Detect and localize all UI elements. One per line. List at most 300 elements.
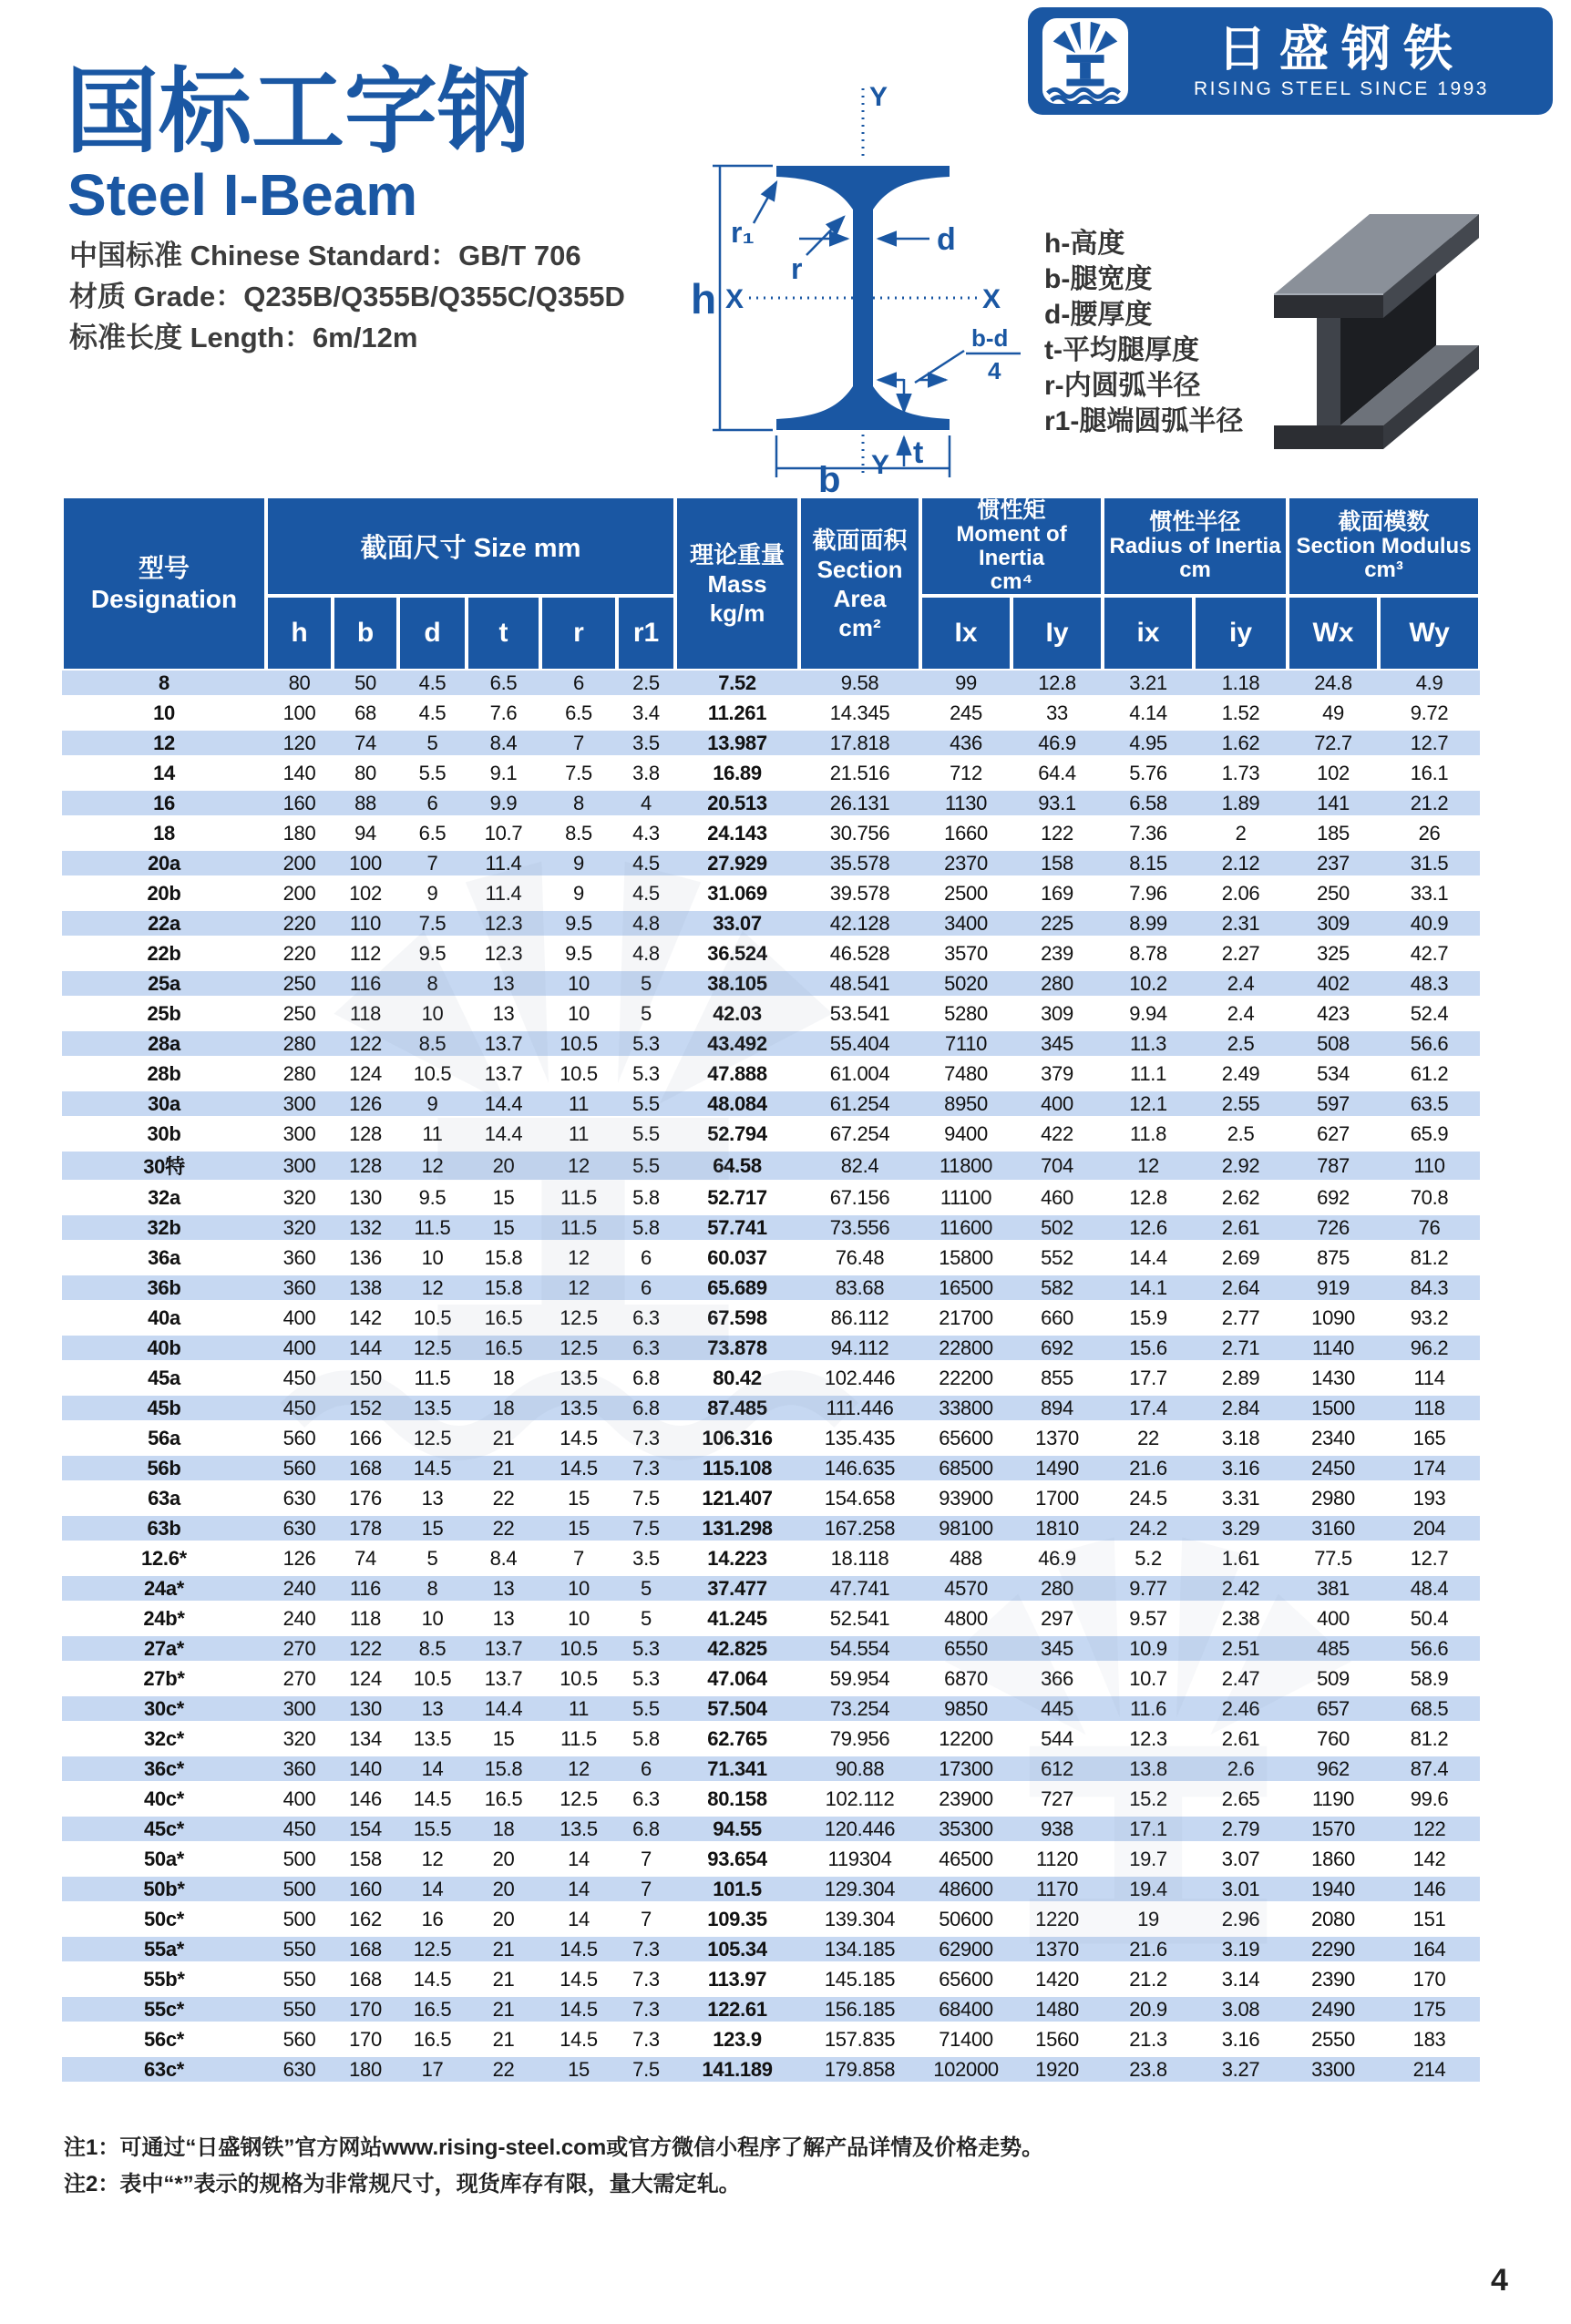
value-cell: 1120: [1011, 1847, 1103, 1877]
value-cell: 6.5: [467, 671, 540, 701]
value-cell: 239: [1011, 941, 1103, 971]
legend-item-r: r-内圆弧半径: [1044, 371, 1201, 401]
value-cell: 5.5: [617, 1696, 675, 1726]
value-cell: 630: [266, 2057, 333, 2087]
value-cell: 80.158: [675, 1787, 799, 1817]
table-row: [62, 701, 1480, 731]
value-cell: 1.61: [1194, 1546, 1288, 1576]
value-cell: 2.96: [1194, 1907, 1288, 1937]
value-cell: 12.5: [398, 1937, 467, 1967]
value-cell: 320: [266, 1726, 333, 1756]
value-cell: 160: [266, 791, 333, 821]
designation-cell: 30b: [62, 1121, 266, 1152]
value-cell: 309: [1011, 1001, 1103, 1031]
value-cell: 8.5: [398, 1636, 467, 1666]
designation-cell: 56a: [62, 1426, 266, 1456]
value-cell: 33.1: [1379, 881, 1480, 911]
value-cell: 79.956: [799, 1726, 920, 1756]
value-cell: 560: [266, 2027, 333, 2057]
value-cell: 76: [1379, 1215, 1480, 1245]
product-specs: [69, 235, 625, 358]
table-row: [62, 1756, 1480, 1787]
value-cell: 2.79: [1194, 1817, 1288, 1847]
value-cell: 2.31: [1194, 911, 1288, 941]
value-cell: 5.3: [617, 1666, 675, 1696]
value-cell: 2390: [1288, 1967, 1379, 1997]
value-cell: 7.5: [617, 1486, 675, 1516]
value-cell: 13.5: [398, 1726, 467, 1756]
value-cell: 692: [1288, 1185, 1379, 1215]
value-cell: 9.1: [467, 761, 540, 791]
value-cell: 3.8: [617, 761, 675, 791]
value-cell: 118: [333, 1606, 398, 1636]
value-cell: 12.5: [398, 1426, 467, 1456]
value-cell: 14.5: [540, 1426, 617, 1456]
value-cell: 146: [333, 1787, 398, 1817]
value-cell: 15: [398, 1516, 467, 1546]
value-cell: 11: [540, 1091, 617, 1121]
value-cell: 4.5: [617, 881, 675, 911]
value-cell: 49: [1288, 701, 1379, 731]
value-cell: 82.4: [799, 1152, 920, 1185]
value-cell: 115.108: [675, 1456, 799, 1486]
value-cell: 7.3: [617, 2027, 675, 2057]
value-cell: 48.3: [1379, 971, 1480, 1001]
value-cell: 52.4: [1379, 1001, 1480, 1031]
designation-cell: 8: [62, 671, 266, 701]
designation-cell: 55b*: [62, 1967, 266, 1997]
value-cell: 2370: [920, 851, 1011, 881]
value-cell: 500: [266, 1907, 333, 1937]
value-cell: 120: [266, 731, 333, 761]
value-cell: 10.5: [540, 1031, 617, 1061]
value-cell: 180: [266, 821, 333, 851]
value-cell: 4.5: [617, 851, 675, 881]
value-cell: 3.16: [1194, 1456, 1288, 1486]
value-cell: 7.3: [617, 1967, 675, 1997]
value-cell: 13.5: [540, 1366, 617, 1396]
value-cell: 11.4: [467, 851, 540, 881]
value-cell: 2.38: [1194, 1606, 1288, 1636]
value-cell: 423: [1288, 1001, 1379, 1031]
value-cell: 8.5: [540, 821, 617, 851]
value-cell: 630: [266, 1486, 333, 1516]
value-cell: 71.341: [675, 1756, 799, 1787]
designation-cell: 55c*: [62, 1997, 266, 2027]
value-cell: 102: [1288, 761, 1379, 791]
table-row: [62, 731, 1480, 761]
value-cell: 1500: [1288, 1396, 1379, 1426]
value-cell: 10.5: [540, 1666, 617, 1696]
value-cell: 400: [266, 1305, 333, 1336]
value-cell: 9: [540, 851, 617, 881]
value-cell: 2.51: [1194, 1636, 1288, 1666]
value-cell: 6550: [920, 1636, 1011, 1666]
value-cell: 39.578: [799, 881, 920, 911]
value-cell: 46500: [920, 1847, 1011, 1877]
value-cell: 366: [1011, 1666, 1103, 1696]
value-cell: 47.064: [675, 1666, 799, 1696]
col-group-inertia: 惯性矩 Moment of Inertia cm⁴: [920, 497, 1103, 596]
value-cell: 7: [398, 851, 467, 881]
value-cell: 1.62: [1194, 731, 1288, 761]
value-cell: 102: [333, 881, 398, 911]
value-cell: 124: [333, 1061, 398, 1091]
value-cell: 14.5: [398, 1967, 467, 1997]
table-row: [62, 1726, 1480, 1756]
value-cell: 787: [1288, 1152, 1379, 1185]
value-cell: 3.5: [617, 731, 675, 761]
value-cell: 164: [1379, 1937, 1480, 1967]
value-cell: 16.89: [675, 761, 799, 791]
value-cell: 102.446: [799, 1366, 920, 1396]
value-cell: 109.35: [675, 1907, 799, 1937]
dim-label-r1: r₁: [731, 216, 755, 249]
designation-cell: 45a: [62, 1366, 266, 1396]
value-cell: 6: [398, 791, 467, 821]
value-cell: 116: [333, 971, 398, 1001]
value-cell: 18: [467, 1396, 540, 1426]
value-cell: 225: [1011, 911, 1103, 941]
value-cell: 5: [398, 731, 467, 761]
value-cell: 179.858: [799, 2057, 920, 2087]
table-row: [62, 1185, 1480, 1215]
value-cell: 9850: [920, 1696, 1011, 1726]
value-cell: 26: [1379, 821, 1480, 851]
value-cell: 3.21: [1103, 671, 1194, 701]
value-cell: 15.2: [1103, 1787, 1194, 1817]
value-cell: 23900: [920, 1787, 1011, 1817]
designation-cell: 22a: [62, 911, 266, 941]
value-cell: 297: [1011, 1606, 1103, 1636]
value-cell: 508: [1288, 1031, 1379, 1061]
value-cell: 122: [333, 1031, 398, 1061]
value-cell: 875: [1288, 1245, 1379, 1275]
value-cell: 42.825: [675, 1636, 799, 1666]
value-cell: 7110: [920, 1031, 1011, 1061]
value-cell: 1940: [1288, 1877, 1379, 1907]
value-cell: 280: [266, 1031, 333, 1061]
value-cell: 14: [540, 1877, 617, 1907]
value-cell: 73.556: [799, 1215, 920, 1245]
value-cell: 21: [467, 1937, 540, 1967]
value-cell: 12.7: [1379, 731, 1480, 761]
table-row: [62, 1486, 1480, 1516]
value-cell: 122: [333, 1636, 398, 1666]
table-row: [62, 851, 1480, 881]
table-row: [62, 1997, 1480, 2027]
value-cell: 62.765: [675, 1726, 799, 1756]
value-cell: 3.16: [1194, 2027, 1288, 2057]
value-cell: 12200: [920, 1726, 1011, 1756]
value-cell: 21.6: [1103, 1456, 1194, 1486]
value-cell: 102.112: [799, 1787, 920, 1817]
value-cell: 360: [266, 1756, 333, 1787]
value-cell: 4.5: [398, 701, 467, 731]
value-cell: 47.888: [675, 1061, 799, 1091]
value-cell: 12: [398, 1847, 467, 1877]
value-cell: 14.223: [675, 1546, 799, 1576]
value-cell: 12.6: [1103, 1215, 1194, 1245]
value-cell: 5.8: [617, 1726, 675, 1756]
value-cell: 146: [1379, 1877, 1480, 1907]
value-cell: 1430: [1288, 1366, 1379, 1396]
value-cell: 9.77: [1103, 1576, 1194, 1606]
value-cell: 22: [467, 2057, 540, 2087]
value-cell: 2.55: [1194, 1091, 1288, 1121]
value-cell: 13.5: [540, 1817, 617, 1847]
value-cell: 509: [1288, 1666, 1379, 1696]
value-cell: 8.78: [1103, 941, 1194, 971]
value-cell: 180: [333, 2057, 398, 2087]
value-cell: 3.01: [1194, 1877, 1288, 1907]
value-cell: 220: [266, 911, 333, 941]
value-cell: 704: [1011, 1152, 1103, 1185]
value-cell: 98100: [920, 1516, 1011, 1546]
value-cell: 1190: [1288, 1787, 1379, 1817]
dim-label-bd-denominator: 4: [988, 357, 1001, 384]
value-cell: 4.14: [1103, 701, 1194, 731]
value-cell: 132: [333, 1215, 398, 1245]
designation-cell: 24b*: [62, 1606, 266, 1636]
value-cell: 48.4: [1379, 1576, 1480, 1606]
value-cell: 14.5: [540, 1937, 617, 1967]
spec-table-container: [62, 497, 1480, 2087]
value-cell: 21: [467, 1997, 540, 2027]
designation-cell: 12.6*: [62, 1546, 266, 1576]
value-cell: 2340: [1288, 1426, 1379, 1456]
dim-label-t: t: [913, 435, 924, 470]
value-cell: 7.3: [617, 1937, 675, 1967]
value-cell: 88: [333, 791, 398, 821]
value-cell: 100: [266, 701, 333, 731]
value-cell: 660: [1011, 1305, 1103, 1336]
value-cell: 61.004: [799, 1061, 920, 1091]
value-cell: 126: [266, 1546, 333, 1576]
table-row: [62, 1636, 1480, 1666]
value-cell: 3300: [1288, 2057, 1379, 2087]
value-cell: 76.48: [799, 1245, 920, 1275]
value-cell: 3.18: [1194, 1426, 1288, 1456]
value-cell: 12: [540, 1245, 617, 1275]
value-cell: 2.4: [1194, 971, 1288, 1001]
value-cell: 2.61: [1194, 1215, 1288, 1245]
value-cell: 1480: [1011, 1997, 1103, 2027]
value-cell: 23.8: [1103, 2057, 1194, 2087]
value-cell: 13.7: [467, 1061, 540, 1091]
table-row: [62, 1121, 1480, 1152]
value-cell: 9.72: [1379, 701, 1480, 731]
value-cell: 450: [266, 1817, 333, 1847]
designation-cell: 30a: [62, 1091, 266, 1121]
value-cell: 176: [333, 1486, 398, 1516]
value-cell: 11: [540, 1121, 617, 1152]
value-cell: 237: [1288, 851, 1379, 881]
ibeam-section-shape: [776, 166, 950, 430]
value-cell: 6.3: [617, 1787, 675, 1817]
value-cell: 94.112: [799, 1336, 920, 1366]
value-cell: 61.2: [1379, 1061, 1480, 1091]
value-cell: 10.5: [398, 1666, 467, 1696]
value-cell: 112: [333, 941, 398, 971]
value-cell: 4: [617, 791, 675, 821]
designation-cell: 50c*: [62, 1907, 266, 1937]
value-cell: 24.2: [1103, 1516, 1194, 1546]
value-cell: 22200: [920, 1366, 1011, 1396]
designation-cell: 27b*: [62, 1666, 266, 1696]
value-cell: 7.3: [617, 1426, 675, 1456]
value-cell: 110: [1379, 1152, 1480, 1185]
value-cell: 21.6: [1103, 1937, 1194, 1967]
value-cell: 94: [333, 821, 398, 851]
value-cell: 500: [266, 1877, 333, 1907]
designation-cell: 30c*: [62, 1696, 266, 1726]
value-cell: 6: [617, 1275, 675, 1305]
value-cell: 3.14: [1194, 1967, 1288, 1997]
designation-cell: 40c*: [62, 1787, 266, 1817]
value-cell: 59.954: [799, 1666, 920, 1696]
value-cell: 22: [467, 1486, 540, 1516]
value-cell: 20.513: [675, 791, 799, 821]
value-cell: 1370: [1011, 1426, 1103, 1456]
value-cell: 657: [1288, 1696, 1379, 1726]
value-cell: 21.3: [1103, 2027, 1194, 2057]
value-cell: 119304: [799, 1847, 920, 1877]
table-row: [62, 1275, 1480, 1305]
spec-standard: 中国标准 Chinese Standard：GB/T 706: [69, 240, 581, 271]
value-cell: 139.304: [799, 1907, 920, 1937]
value-cell: 178: [333, 1516, 398, 1546]
value-cell: 11.3: [1103, 1031, 1194, 1061]
value-cell: 3.4: [617, 701, 675, 731]
value-cell: 2.6: [1194, 1756, 1288, 1787]
value-cell: 150: [333, 1366, 398, 1396]
value-cell: 3160: [1288, 1516, 1379, 1546]
value-cell: 14.5: [398, 1787, 467, 1817]
value-cell: 130: [333, 1185, 398, 1215]
value-cell: 56.6: [1379, 1031, 1480, 1061]
value-cell: 93900: [920, 1486, 1011, 1516]
value-cell: 27.929: [675, 851, 799, 881]
value-cell: 10: [540, 1001, 617, 1031]
value-cell: 6.58: [1103, 791, 1194, 821]
value-cell: 12.8: [1011, 671, 1103, 701]
value-cell: 48.541: [799, 971, 920, 1001]
value-cell: 15: [540, 2057, 617, 2087]
legend-item-d: d-腰厚度: [1044, 300, 1153, 330]
value-cell: 13: [398, 1696, 467, 1726]
value-cell: 3.07: [1194, 1847, 1288, 1877]
col-header-b: b: [333, 596, 398, 671]
designation-cell: 28a: [62, 1031, 266, 1061]
value-cell: 14.4: [1103, 1245, 1194, 1275]
table-row: [62, 1907, 1480, 1937]
value-cell: 7: [540, 731, 617, 761]
designation-cell: 56c*: [62, 2027, 266, 2057]
value-cell: 7480: [920, 1061, 1011, 1091]
dim-label-h: h: [691, 275, 717, 322]
value-cell: 445: [1011, 1696, 1103, 1726]
value-cell: 12.8: [1103, 1185, 1194, 1215]
designation-cell: 20a: [62, 851, 266, 881]
value-cell: 309: [1288, 911, 1379, 941]
value-cell: 345: [1011, 1031, 1103, 1061]
value-cell: 10.5: [398, 1061, 467, 1091]
value-cell: 5: [398, 1546, 467, 1576]
value-cell: 17.1: [1103, 1817, 1194, 1847]
designation-cell: 10: [62, 701, 266, 731]
value-cell: 20: [467, 1907, 540, 1937]
value-cell: 17.7: [1103, 1366, 1194, 1396]
value-cell: 5.76: [1103, 761, 1194, 791]
value-cell: 146.635: [799, 1456, 920, 1486]
value-cell: 692: [1011, 1336, 1103, 1366]
value-cell: 1140: [1288, 1336, 1379, 1366]
value-cell: 18.118: [799, 1546, 920, 1576]
value-cell: 1170: [1011, 1877, 1103, 1907]
value-cell: 400: [266, 1787, 333, 1817]
value-cell: 31.5: [1379, 851, 1480, 881]
value-cell: 5.2: [1103, 1546, 1194, 1576]
value-cell: 19.7: [1103, 1847, 1194, 1877]
value-cell: 5020: [920, 971, 1011, 1001]
value-cell: 99.6: [1379, 1787, 1480, 1817]
spec-grade: 材质 Grade：Q235B/Q355B/Q355C/Q355D: [69, 281, 625, 312]
value-cell: 919: [1288, 1275, 1379, 1305]
page-title-cn: 国标工字钢: [66, 60, 530, 164]
value-cell: 5: [617, 971, 675, 1001]
value-cell: 42.7: [1379, 941, 1480, 971]
value-cell: 6.3: [617, 1336, 675, 1366]
value-cell: 5.8: [617, 1185, 675, 1215]
value-cell: 726: [1288, 1215, 1379, 1245]
value-cell: 220: [266, 941, 333, 971]
axis-label-x-left: X: [725, 284, 744, 314]
value-cell: 72.7: [1288, 731, 1379, 761]
value-cell: 13.5: [398, 1396, 467, 1426]
value-cell: 7.3: [617, 1456, 675, 1486]
value-cell: 8: [398, 971, 467, 1001]
value-cell: 325: [1288, 941, 1379, 971]
value-cell: 10.9: [1103, 1636, 1194, 1666]
value-cell: 129.304: [799, 1877, 920, 1907]
value-cell: 58.9: [1379, 1666, 1480, 1696]
col-header-t: t: [467, 596, 540, 671]
value-cell: 422: [1011, 1121, 1103, 1152]
table-row: [62, 1576, 1480, 1606]
table-row: [62, 821, 1480, 851]
value-cell: 240: [266, 1606, 333, 1636]
value-cell: 118: [1379, 1396, 1480, 1426]
value-cell: 83.68: [799, 1275, 920, 1305]
value-cell: 550: [266, 1937, 333, 1967]
value-cell: 379: [1011, 1061, 1103, 1091]
value-cell: 6.8: [617, 1396, 675, 1426]
designation-cell: 25a: [62, 971, 266, 1001]
value-cell: 121.407: [675, 1486, 799, 1516]
value-cell: 9: [540, 881, 617, 911]
value-cell: 6: [617, 1245, 675, 1275]
value-cell: 13.987: [675, 731, 799, 761]
value-cell: 65.689: [675, 1275, 799, 1305]
value-cell: 402: [1288, 971, 1379, 1001]
value-cell: 65.9: [1379, 1121, 1480, 1152]
col-header-r: r: [540, 596, 617, 671]
value-cell: 3400: [920, 911, 1011, 941]
value-cell: 130: [333, 1696, 398, 1726]
value-cell: 280: [266, 1061, 333, 1091]
value-cell: 111.446: [799, 1396, 920, 1426]
